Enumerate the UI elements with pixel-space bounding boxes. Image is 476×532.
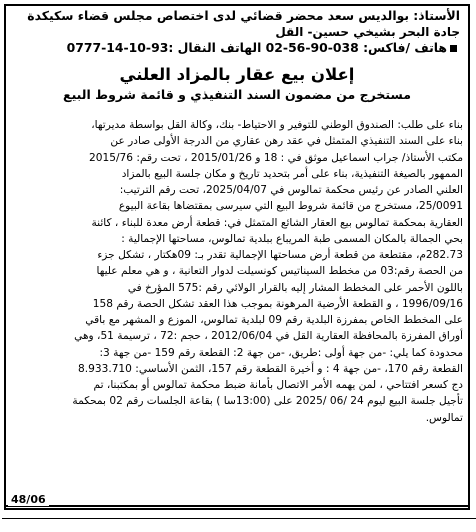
body-line: العلني الصادر عن رئيس محكمة تمالوس في 2025/04/07، تحت رقم الترتيب: <box>119 184 463 196</box>
body-line: من الحصة رقم:03 من مخطط السيناتيس كونسيلت لدوار التعانية ، و هي معلم عليها <box>96 265 463 278</box>
phone-line <box>14 40 460 56</box>
notice-header <box>6 6 468 56</box>
body-line: مكتب الأستاذ/ جراب اسماعيل موثق في : 18 و 2015/01/26 ، تحت رقم: 2015/76 <box>89 151 463 164</box>
body-line: العقارية بمحكمة تمالوس بيع العقار الشائع المتمثل في: قطعة أرض معدة للبناء ، كائنة <box>91 216 463 229</box>
body-line: محدودة كما يلي: -من جهة أولى :طريق، -من جهة 2: القطعة رقم 159 -من جهة 3: <box>99 346 463 359</box>
lawyer-name-line: الأستاذ: بوالديس سعد محضر قضائي لدى اختصاص مجلس قضاء سكيكدة <box>27 8 460 23</box>
body-line: 1996/09/16 ، و القطعة الأرضية المرهونة بموجب هذا العقد تشكل الحصة رقم 158 <box>92 297 463 310</box>
body-line: بناء على السند التنفيذي المتمثل في عقد رهن عقاري من الدرجة الأولى صادر عن <box>110 135 463 148</box>
body-line: القطعة رقم 170، -من جهة 4 : و أخيرة القطعة رقم 157، الثمن الأساسي: 8.933.710 <box>78 362 463 375</box>
office-address-line: جادة البحر بشيخي حسين- القل <box>275 25 460 39</box>
body-line: الممهور بالصيغة التنفيذية، بناء على أمر بتحديد تاريخ و مكان جلسة البيع بالمزاد <box>121 167 463 180</box>
body-line: دج كسعر افتتاحي ، لمن يهمه الأمر الاتصال بأمانة ضبط محكمة تمالوس أو بمكتبنا، تم <box>93 379 463 391</box>
notice-title: إعلان بيع عقار بالمزاد العلني <box>119 65 355 84</box>
body-line: بحي الجمالة بالمكان المسمى طبة المريباع ببلدية تمالوس، مساحتها الإجمالية : <box>121 232 463 245</box>
page-number: 48/06 <box>8 493 49 506</box>
square-bullet-icon <box>450 45 457 52</box>
bottom-divider <box>4 505 470 507</box>
phone-text: هاتف /فاكس: 038-90-56-02 الهاتف النقال :93-10-14-0777 <box>66 40 447 55</box>
notice-titles <box>6 64 468 103</box>
notice-subtitle: مستخرج من مضمون السند التنفيذي و قائمة شروط البيع <box>63 87 411 102</box>
auction-notice-box <box>4 4 470 510</box>
body-line: تأجيل جلسة البيع ليوم 24 /06 /2025 على (13:00سا ) بقاعة الجلسات رقم 02 بمحكمة <box>72 395 463 408</box>
body-line: 282.73م، مقتطعة من قطعة أرض مساحتها الإجمالية تقدر بـ: 09هكتار ، تشكل جزء <box>97 249 463 261</box>
body-line: تمالوس. <box>425 411 463 424</box>
edge-rule <box>2 518 476 519</box>
body-line: أوراق المفرزة بالمحافظة العقارية القل في 2012/06/04 ، حجم :72 ، ترسيمة 51، وهي <box>74 330 463 343</box>
body-line: 25/0091، مستخرج من قائمة شروط البيع التي سيرسى بمقتضاها بقاعة البيوع <box>118 200 463 213</box>
notice-body <box>6 117 468 426</box>
body-line: باللون الأحمر على المخطط المشار إليه بالقرار الولائي رقم :575 المؤرخ في <box>127 281 463 294</box>
body-line: بناء على طلب: الصندوق الوطني للتوفير و الاحتياط- بنك، وكالة القل بواسطة مديرتها، <box>91 119 463 131</box>
body-line: على المخطط الخاص بمفرزة البلدية رقم 09 لبلدية تمالوس، الموزع و المشهر مع باقي <box>85 314 463 326</box>
